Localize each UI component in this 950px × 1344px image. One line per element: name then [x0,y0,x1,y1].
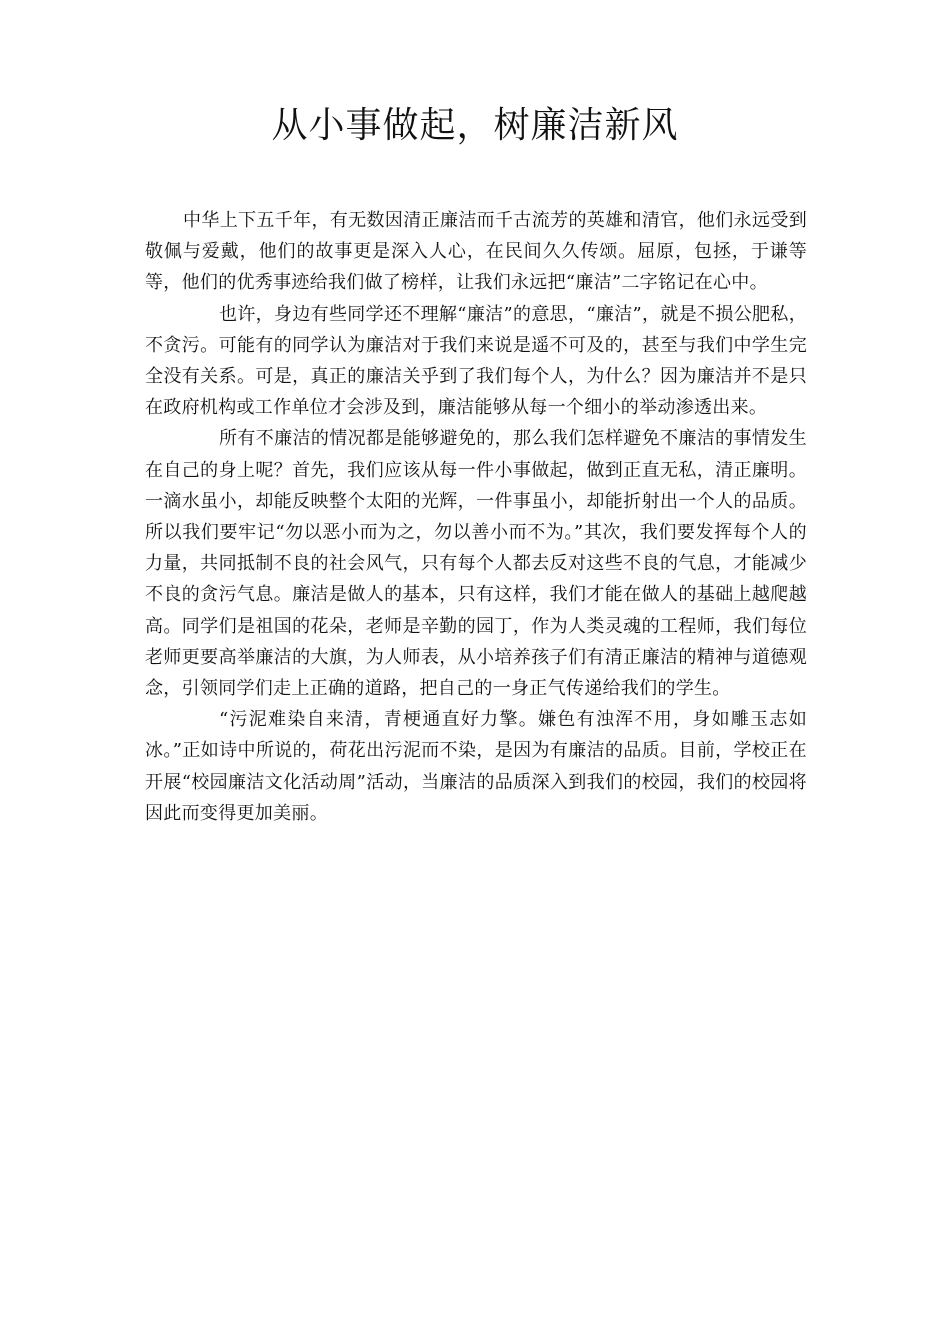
paragraph-4: “污泥难染自来清，青梗通直好力擎。嫌色有浊浑不用，身如雕玉志如冰。”正如诗中所说的，荷花出污泥而不染，是因为有廉洁的品质。目前，学校正在开展“校园廉洁文化活动周”活动，当廉洁的品质深入到我们的校园，我们的校园将因此而变得更加美丽。 [145,709,807,824]
paragraph-1: 中华上下五千年，有无数因清正廉洁而千古流芳的英雄和清官，他们永远受到敬佩与爱戴，他们的故事更是深入人心，在民间久久传颂。屈原，包拯，于谦等等，他们的优秀事迹给我们做了榜样，让我们永远把“廉洁”二字铭记在心中。 [145,210,807,294]
document-body [145,205,807,829]
paragraph-3: 所有不廉洁的情况都是能够避免的，那么我们怎样避免不廉洁的事情发生在自己的身上呢？首先，我们应该从每一件小事做起，做到正直无私，清正廉明。一滴水虽小，却能反映整个太阳的光辉，一件事虽小，却能折射出一个人的品质。所以我们要牢记“勿以恶小而为之，勿以善小而不为。”其次，我们要发挥每个人的力量，共同抵制不良的社会风气，只有每个人都去反对这些不良的气息，才能减少不良的贪污气息。廉洁是做人的基本，只有这样，我们才能在做人的基础上越爬越高。同学们是祖国的花朵，老师是辛勤的园丁，作为人类灵魂的工程师，我们每位老师更要高举廉洁的大旗，为人师表，从小培养孩子们有清正廉洁的精神与道德观念，引领同学们走上正确的道路，把自己的一身正气传递给我们的学生。 [145,428,807,700]
paragraph-2: 也许，身边有些同学还不理解“廉洁”的意思，“廉洁”，就是不损公肥私，不贪污。可能有的同学认为廉洁对于我们来说是遥不可及的，甚至与我们中学生完全没有关系。可是，真正的廉洁关乎到了我们每个人，为什么？因为廉洁并不是只在政府机构或工作单位才会涉及到，廉洁能够从每一个细小的举动渗透出来。 [145,303,807,419]
document-title: 从小事做起，树廉洁新风 [271,105,679,146]
